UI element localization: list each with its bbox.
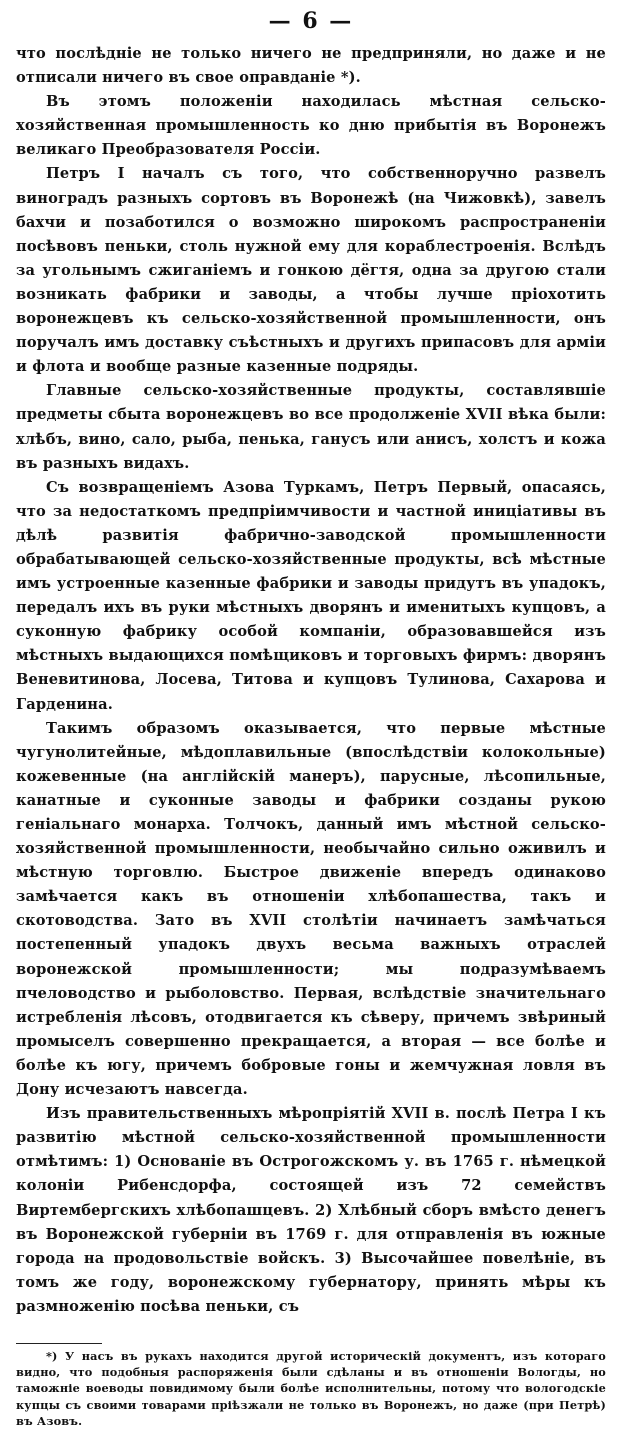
- footnote: *) У насъ въ рукахъ находится другой историческій документъ, изъ котораго видно, что подобныя распоряженія были сдѣланы и въ отношеніи Вологды, но таможніе воеводы повидимому были болѣе исполнительны, потому что вологодскіе купцы съ своими товарами пріѣзжали не только въ Воронежъ, но даже (при Петрѣ) въ Азовъ.: [16, 1348, 606, 1428]
- paragraph: Съ возвращеніемъ Азова Туркамъ, Петръ Первый, опасаясь, что за недостаткомъ предпріимчивости и частной иниціативы въ дѣлѣ развитія фабрично-заводской промышленности обрабатывающей сельско-хозяйственные продукты, всѣ мѣстные имъ устроенные казенные фабрики и заводы придутъ въ упадокъ, передалъ ихъ въ руки мѣстныхъ дворянъ и именитыхъ купцовъ, а суконную фабрику особой компаніи, образовавшейся изъ мѣстныхъ выдающихся помѣщиковъ и торговыхъ фирмъ: дворянъ Веневитинова, Лосева, Титова и купцовъ Тулинова, Сахарова и Гарденина.: [16, 478, 606, 713]
- paragraph: Такимъ образомъ оказывается, что первые мѣстные чугунолитейные, мѣдоплавильные (впослѣдствіи колокольные) кожевенные (на англійскій манеръ), парусные, лѣсопильные, канатные и суконные заводы и фабрики созданы рукою геніальнаго монарха. Толчокъ, данный имъ мѣстной сельско-хозяйственной промышленности, необычайно сильно оживилъ и мѣстную торговлю. Быстрое движеніе впередъ одинаково замѣчается какъ въ отношеніи хлѣбопашества, такъ и скотоводства. Зато въ XVII столѣтіи начинаетъ замѣчаться постепенный упадокъ двухъ весьма важныхъ отраслей воронежской промышленности; мы подразумѣваемъ пчеловодство и рыболовство. Первая, вслѣдствіе значительнаго истребленія лѣсовъ, отодвигается къ сѣверу, причемъ звѣриный промыселъ совершенно прекращается, а вторая — все болѣе и болѣе къ югу, причемъ бобровые гоны и жемчужная ловля въ Дону исчезаютъ навсегда.: [16, 719, 606, 1099]
- paragraph-continuation: что послѣдніе не только ничего не предприняли, но даже и не отписали ничего въ свое оправданіе *).: [16, 45, 606, 87]
- page-number: — 6 —: [268, 8, 354, 34]
- paragraph: Въ этомъ положеніи находилась мѣстная сельско-хозяйственная промышленность ко дню прибытія въ Воронежъ великаго Преобразователя Россіи.: [16, 93, 606, 159]
- paragraph: Петръ I началъ съ того, что собственноручно развелъ виноградъ разныхъ сортовъ въ Воронежѣ (на Чижовкѣ), завелъ бахчи и позаботился о возможно широкомъ распространеніи посѣвовъ пеньки, столь нужной ему для кораблестроенія. Вслѣдъ за угольнымъ сжиганіемъ и гонкою дёгтя, одна за другою стали возникать фабрики и заводы, а чтобы лучше пріохотить воронежцевъ къ сельско-хозяйственной промышленности, онъ поручалъ имъ доставку съѣстныхъ и другихъ припасовъ для арміи и флота и вообще разные казенные подряды.: [16, 165, 606, 376]
- paragraph: Изъ правительственныхъ мѣропріятій XVII в. послѣ Петра I къ развитію мѣстной сельско-хозяйственной промышленности отмѣтимъ: 1) Основаніе въ Острогожскомъ у. въ 1765 г. нѣмецкой колоніи Рибенсдорфа, состоящей изъ 72 семействъ Виртембергскихъ хлѣбопашцевъ. 2) Хлѣбный сборъ вмѣсто денегъ въ Воронежской губерніи въ 1769 г. для отправленія въ южные города на продовольствіе войскъ. 3) Высочайшее повелѣніе, въ томъ же году, воронежскому губернатору, принять мѣры къ размноженію посѣва пеньки, съ: [16, 1105, 606, 1315]
- paragraph: Главные сельско-хозяйственные продукты, составлявшіе предметы сбыта воронежцевъ во все продолженіе XVII вѣка были: хлѣбъ, вино, сало, рыба, пенька, ганусъ или анисъ, холстъ и кожа въ разныхъ видахъ.: [16, 382, 606, 472]
- footnote-divider: [16, 1343, 102, 1344]
